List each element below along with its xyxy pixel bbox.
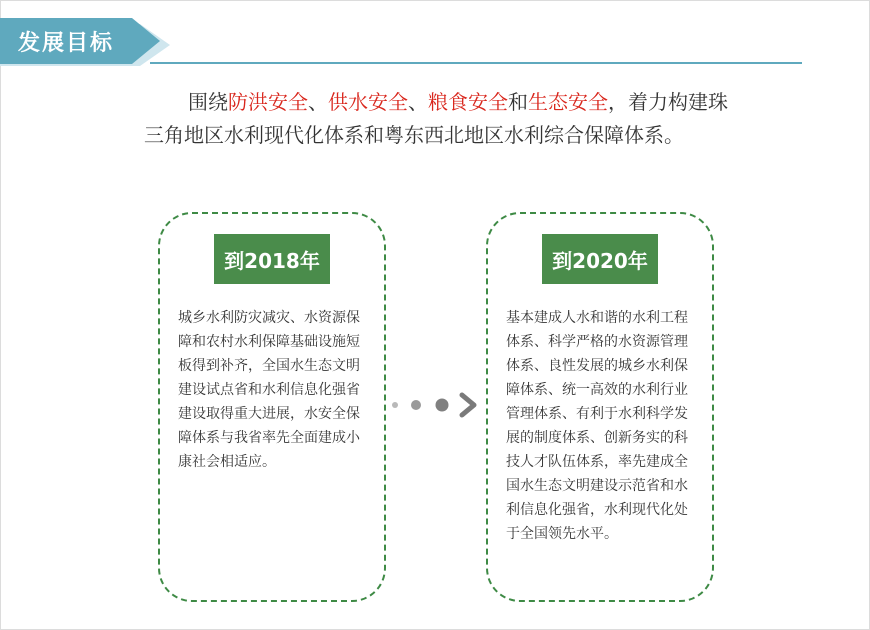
intro-separator: 、 <box>408 90 428 114</box>
intro-separator: 、 <box>308 90 328 114</box>
highlight-flood-safety: 防洪安全 <box>228 90 308 114</box>
intro-lead: 围绕 <box>188 90 228 114</box>
dots-arrow-right-icon <box>390 392 482 418</box>
intro-rest: ，着力构建珠三角地区水利现代化体系和粤东西北地区水利综合保障体系。 <box>144 90 728 147</box>
highlight-food-safety: 粮食安全 <box>428 90 508 114</box>
goal-card-text: 基本建成人水和谐的水利工程体系、科学严格的水资源管理体系、良性发展的城乡水利保障体系、统一高效的水利行业管理体系、有利于水利科学发展的制度体系、创新务实的科技人才队伍体系，率先建成全国水生态文明建设示范省和水利信息化强省，水利现代化处于全国领先水平。 <box>506 310 688 542</box>
highlight-water-supply-safety: 供水安全 <box>328 90 408 114</box>
intro-paragraph <box>144 86 744 152</box>
goal-card-2020 <box>486 212 714 602</box>
header-underline <box>150 62 802 64</box>
highlight-ecological-safety: 生态安全 <box>528 90 608 114</box>
goal-card-badge: 到2018年 <box>214 234 330 284</box>
goal-card-2018 <box>158 212 386 602</box>
goal-card-badge: 到2020年 <box>542 234 658 284</box>
section-title: 发展目标 <box>18 31 115 56</box>
intro-conjunction: 和 <box>508 90 528 114</box>
goal-card-text: 城乡水利防灾减灾、水资源保障和农村水利保障基础设施短板得到补齐，全国水生态文明建设试点省和水利信息化强省建设取得重大进展，水安全保障体系与我省率先全面建成小康社会相适应。 <box>178 310 360 470</box>
